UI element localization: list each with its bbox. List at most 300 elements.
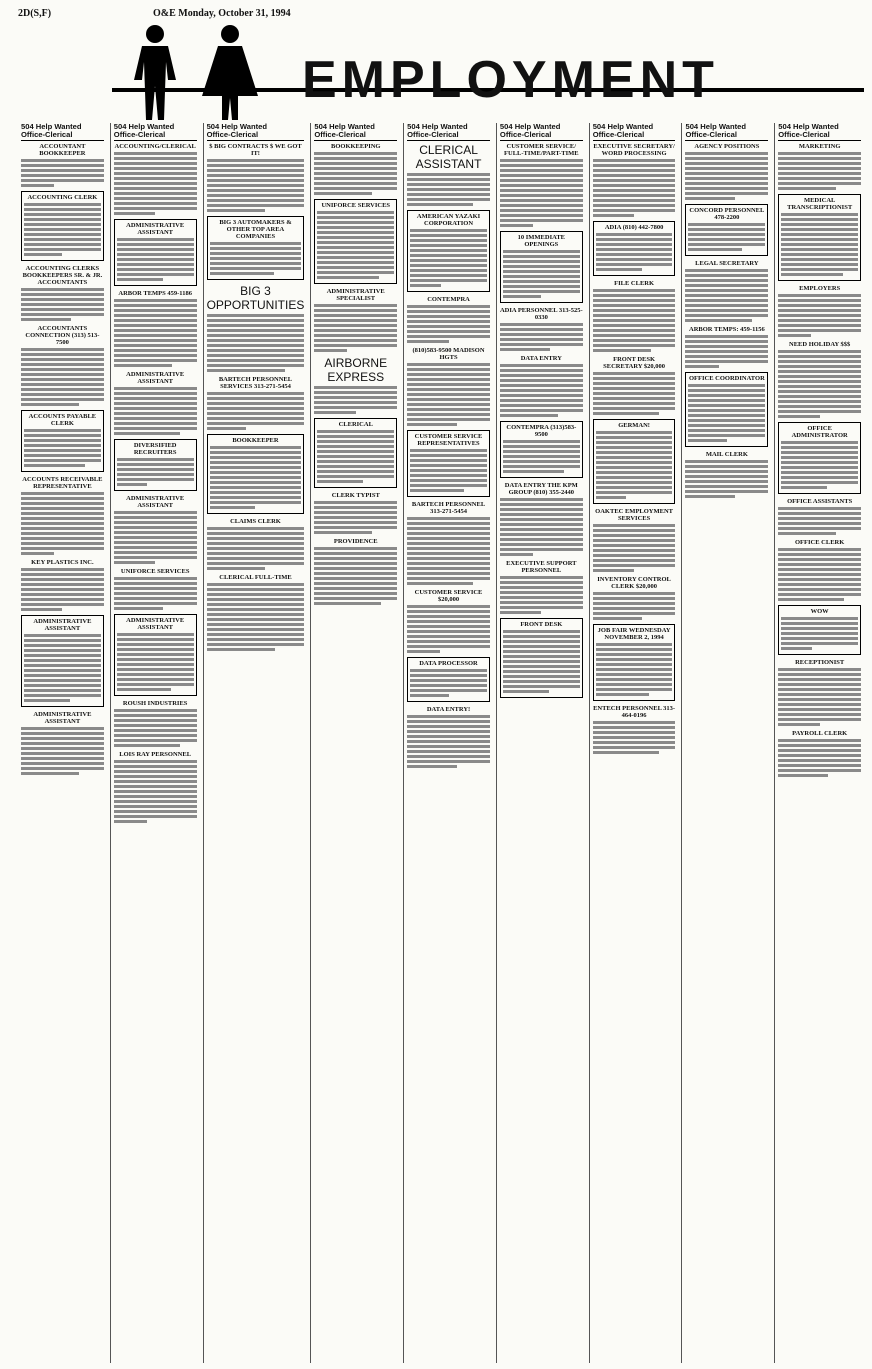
- fine-print-line: [114, 304, 197, 307]
- fine-print-line: [114, 397, 197, 400]
- fine-print-line: [410, 249, 487, 252]
- fine-print-line: [685, 172, 768, 175]
- fine-print-line: [407, 725, 490, 728]
- ad-body-text: [114, 511, 197, 564]
- fine-print-line: [503, 645, 580, 648]
- fine-print-line: [685, 192, 768, 195]
- fine-print-line: [314, 587, 397, 590]
- fine-print-line: [503, 275, 580, 278]
- classified-ad: [407, 501, 490, 585]
- fine-print-line: [407, 413, 490, 416]
- fine-print-line: [407, 567, 490, 570]
- fine-print-line: [500, 553, 533, 556]
- fine-print-line: [317, 450, 394, 453]
- fine-print-line: [207, 159, 305, 162]
- ad-body-text: [207, 159, 305, 212]
- fine-print-line: [500, 343, 583, 346]
- fine-print-line: [114, 577, 197, 580]
- classified-column: [589, 123, 679, 1363]
- fine-print-line: [114, 531, 197, 534]
- fine-print-line: [410, 259, 487, 262]
- fine-print-line: [114, 207, 197, 210]
- ad-body-text: [778, 668, 861, 726]
- fine-print-line: [503, 650, 580, 653]
- fine-print-line: [117, 473, 194, 476]
- ad-body-text: [21, 159, 104, 187]
- fine-print-line: [503, 460, 580, 463]
- section-head-line: Office-Clerical: [314, 130, 366, 139]
- ad-heading: OAKTEC EMPLOYMENT SERVICES: [595, 508, 673, 522]
- fine-print-line: [407, 750, 490, 753]
- fine-print-line: [21, 184, 54, 187]
- ad-body-text: [210, 242, 302, 275]
- section-head-line: 504 Help Wanted: [407, 122, 468, 131]
- ad-body-text: [114, 152, 197, 215]
- fine-print-line: [778, 512, 861, 515]
- fine-print-line: [596, 481, 673, 484]
- fine-print-line: [314, 547, 397, 550]
- fine-print-line: [781, 213, 858, 216]
- fine-print-line: [410, 234, 487, 237]
- classified-ad: [114, 614, 197, 696]
- fine-print-line: [593, 319, 676, 322]
- fine-print-line: [117, 638, 194, 641]
- ad-heading: CLERICAL: [338, 421, 373, 428]
- fine-print-line: [21, 532, 104, 535]
- fine-print-line: [114, 202, 197, 205]
- fine-print-line: [503, 630, 580, 633]
- ad-body-text: [593, 721, 676, 754]
- fine-print-line: [207, 643, 305, 646]
- fine-print-line: [593, 344, 676, 347]
- fine-print-line: [210, 247, 302, 250]
- fine-print-line: [117, 668, 194, 671]
- fine-print-line: [207, 638, 305, 641]
- fine-print-line: [114, 432, 180, 435]
- fine-print-line: [24, 634, 101, 637]
- fine-print-line: [593, 382, 676, 385]
- fine-print-line: [593, 164, 676, 167]
- classified-ad: [685, 372, 768, 447]
- classified-ad: [685, 260, 768, 322]
- classified-ad: [207, 143, 305, 212]
- fine-print-line: [596, 693, 650, 696]
- fine-print-line: [407, 363, 490, 366]
- classified-ad: [21, 143, 104, 187]
- column-section-head: [778, 123, 861, 141]
- fine-print-line: [114, 299, 197, 302]
- fine-print-line: [778, 329, 861, 332]
- fine-print-line: [596, 446, 673, 449]
- classified-ad: [314, 288, 397, 352]
- fine-print-line: [503, 445, 580, 448]
- section-head-line: 504 Help Wanted: [314, 122, 375, 131]
- fine-print-line: [317, 455, 394, 458]
- fine-print-line: [778, 187, 836, 190]
- ad-body-text: [314, 501, 397, 534]
- fine-print-line: [317, 241, 394, 244]
- fine-print-line: [21, 772, 79, 775]
- fine-print-line: [21, 383, 104, 386]
- classified-ad: [500, 355, 583, 417]
- fine-print-line: [21, 547, 104, 550]
- fine-print-line: [114, 309, 197, 312]
- fine-print-line: [778, 522, 861, 525]
- fine-print-line: [210, 451, 302, 454]
- fine-print-line: [503, 450, 580, 453]
- fine-print-line: [778, 360, 861, 363]
- fine-print-line: [114, 197, 197, 200]
- fine-print-line: [503, 255, 580, 258]
- fine-print-line: [21, 767, 104, 770]
- fine-print-line: [593, 314, 676, 317]
- classified-ad: [114, 219, 197, 286]
- fine-print-line: [24, 464, 85, 467]
- classified-ad: [314, 356, 397, 414]
- fine-print-line: [114, 810, 197, 813]
- fine-print-line: [407, 340, 448, 343]
- classified-ad: [314, 199, 397, 284]
- ad-body-text: [593, 592, 676, 620]
- fine-print-line: [593, 299, 676, 302]
- fine-print-line: [778, 182, 861, 185]
- ad-body-text: [410, 229, 487, 287]
- fine-print-line: [207, 369, 285, 372]
- fine-print-line: [688, 439, 726, 442]
- fine-print-line: [410, 284, 441, 287]
- fine-print-line: [781, 637, 858, 640]
- ad-heading: AIRBORNE EXPRESS: [324, 356, 388, 384]
- fine-print-line: [207, 334, 305, 337]
- fine-print-line: [685, 309, 768, 312]
- classified-column: [203, 123, 308, 1363]
- fine-print-line: [117, 263, 194, 266]
- fine-print-line: [314, 567, 397, 570]
- fine-print-line: [410, 239, 487, 242]
- fine-print-line: [781, 233, 858, 236]
- fine-print-line: [21, 573, 104, 576]
- fine-print-line: [500, 508, 583, 511]
- fine-print-line: [114, 719, 197, 722]
- section-head-line: 504 Help Wanted: [113, 122, 175, 131]
- fine-print-line: [114, 760, 197, 763]
- fine-print-line: [114, 805, 197, 808]
- fine-print-line: [317, 246, 394, 249]
- fine-print-line: [207, 412, 305, 415]
- fine-print-line: [688, 243, 765, 246]
- fine-print-line: [781, 243, 858, 246]
- classified-ad: [207, 376, 305, 430]
- fine-print-line: [685, 460, 768, 463]
- fine-print-line: [314, 391, 397, 394]
- fine-print-line: [21, 512, 104, 515]
- fine-print-line: [21, 368, 104, 371]
- fine-print-line: [21, 507, 104, 510]
- fine-print-line: [688, 223, 765, 226]
- fine-print-line: [114, 744, 180, 747]
- fine-print-line: [781, 253, 858, 256]
- fine-print-line: [207, 209, 266, 212]
- column-section-head: [207, 123, 305, 141]
- ad-body-text: [781, 441, 858, 489]
- fine-print-line: [21, 393, 104, 396]
- fine-print-line: [314, 157, 397, 160]
- fine-print-line: [21, 353, 104, 356]
- fine-print-line: [778, 673, 861, 676]
- fine-print-line: [210, 481, 302, 484]
- fine-print-line: [685, 269, 768, 272]
- ad-body-text: [207, 527, 305, 570]
- fine-print-line: [503, 640, 580, 643]
- fine-print-line: [24, 223, 101, 226]
- ad-heading: LEGAL SECRETARY: [695, 260, 759, 267]
- fine-print-line: [207, 593, 305, 596]
- classified-ad: [407, 210, 490, 292]
- fine-print-line: [207, 407, 305, 410]
- fine-print-line: [778, 415, 819, 418]
- ad-body-text: [407, 517, 490, 585]
- ad-heading: BARTECH PERSONNEL SERVICES 313-271-5454: [218, 376, 293, 390]
- fine-print-line: [21, 179, 104, 182]
- fine-print-line: [500, 414, 558, 417]
- fine-print-line: [778, 769, 861, 772]
- fine-print-line: [21, 492, 104, 495]
- ad-heading: RECEPTIONIST: [795, 659, 845, 666]
- ad-body-text: [207, 583, 305, 651]
- fine-print-line: [685, 480, 768, 483]
- fine-print-line: [114, 329, 197, 332]
- fine-print-line: [317, 276, 378, 279]
- fine-print-line: [21, 527, 104, 530]
- ad-body-text: [778, 739, 861, 777]
- fine-print-line: [21, 288, 104, 291]
- classified-ad: [500, 143, 583, 227]
- fine-print-line: [114, 521, 197, 524]
- fine-print-line: [593, 334, 676, 337]
- fine-print-line: [117, 673, 194, 676]
- running-head: O&E Monday, October 31, 1994: [153, 8, 291, 19]
- ad-heading: BARTECH PERSONNEL 313-271-5454: [411, 501, 486, 515]
- fine-print-line: [500, 219, 583, 222]
- fine-print-line: [21, 403, 79, 406]
- fine-print-line: [593, 339, 676, 342]
- fine-print-line: [210, 461, 302, 464]
- fine-print-line: [114, 157, 197, 160]
- fine-print-line: [685, 314, 768, 317]
- fine-print-line: [593, 617, 643, 620]
- fine-print-line: [596, 471, 673, 474]
- page-folio: [18, 8, 852, 22]
- section-head-line: Office-Clerical: [499, 130, 552, 139]
- ad-heading: ADMINISTRATIVE ASSISTANT: [126, 222, 185, 236]
- fine-print-line: [500, 174, 583, 177]
- fine-print-line: [596, 668, 673, 671]
- fine-print-line: [24, 429, 101, 432]
- fine-print-line: [24, 218, 101, 221]
- fine-print-line: [407, 330, 490, 333]
- fine-print-line: [314, 309, 397, 312]
- classified-ad: [21, 410, 104, 472]
- ad-heading: DIVERSIFIED RECRUITERS: [133, 442, 177, 456]
- fine-print-line: [503, 655, 580, 658]
- ad-heading: JOB FAIR WEDNESDAY NOVEMBER 2, 1994: [597, 627, 671, 641]
- fine-print-line: [114, 162, 197, 165]
- fine-print-line: [593, 372, 676, 375]
- ad-heading: CUSTOMER SERVICE REPRESENTATIVES: [414, 433, 483, 447]
- fine-print-line: [210, 506, 256, 509]
- fine-print-line: [778, 668, 861, 671]
- fine-print-line: [503, 465, 580, 468]
- fine-print-line: [114, 422, 197, 425]
- fine-print-line: [410, 474, 487, 477]
- fine-print-line: [593, 726, 676, 729]
- fine-print-line: [207, 189, 305, 192]
- fine-print-line: [21, 497, 104, 500]
- section-head-line: 504 Help Wanted: [778, 122, 839, 131]
- classified-ad: [593, 705, 676, 754]
- fine-print-line: [117, 278, 163, 281]
- ad-heading: DATA ENTRY: [520, 355, 562, 362]
- fine-print-line: [314, 187, 397, 190]
- fine-print-line: [778, 764, 861, 767]
- ad-body-text: [500, 364, 583, 417]
- fine-print-line: [778, 744, 861, 747]
- ad-heading: FRONT DESK SECRETARY $20,000: [603, 356, 666, 370]
- fine-print-line: [778, 355, 861, 358]
- fine-print-line: [593, 746, 676, 749]
- ad-body-text: [314, 386, 397, 414]
- classified-ad: [407, 589, 490, 653]
- fine-print-line: [778, 718, 861, 721]
- fine-print-line: [593, 407, 676, 410]
- fine-print-line: [317, 271, 394, 274]
- ad-body-text: [778, 507, 861, 535]
- fine-print-line: [407, 650, 440, 653]
- fine-print-line: [317, 236, 394, 239]
- fine-print-line: [114, 526, 197, 529]
- fine-print-line: [21, 318, 71, 321]
- ad-body-text: [500, 576, 583, 614]
- fine-print-line: [21, 522, 104, 525]
- fine-print-line: [314, 304, 397, 307]
- fine-print-line: [500, 348, 550, 351]
- fine-print-line: [207, 359, 305, 362]
- fine-print-line: [778, 314, 861, 317]
- fine-print-line: [207, 427, 246, 430]
- ad-body-text: [503, 250, 580, 298]
- fine-print-line: [778, 385, 861, 388]
- fine-print-line: [407, 335, 490, 338]
- fine-print-line: [593, 612, 676, 615]
- fine-print-line: [685, 304, 768, 307]
- ad-body-text: [593, 372, 676, 415]
- fine-print-line: [596, 496, 627, 499]
- fine-print-line: [503, 440, 580, 443]
- fine-print-line: [407, 517, 490, 520]
- fine-print-line: [407, 378, 490, 381]
- ad-heading: ADMINISTRATIVE ASSISTANT: [33, 711, 92, 725]
- fine-print-line: [410, 464, 487, 467]
- classified-ad: [685, 143, 768, 200]
- fine-print-line: [500, 209, 583, 212]
- fine-print-line: [314, 516, 397, 519]
- fine-print-line: [593, 209, 676, 212]
- fine-print-line: [407, 315, 490, 318]
- fine-print-line: [593, 199, 676, 202]
- fine-print-line: [685, 350, 768, 353]
- fine-print-line: [500, 518, 583, 521]
- classified-ad: [21, 325, 104, 406]
- ad-body-text: [24, 429, 101, 467]
- fine-print-line: [500, 409, 583, 412]
- fine-print-line: [21, 608, 62, 611]
- section-head-line: Office-Clerical: [592, 130, 645, 139]
- fine-print-line: [778, 583, 861, 586]
- fine-print-line: [317, 430, 394, 433]
- fine-print-line: [117, 643, 194, 646]
- fine-print-line: [685, 162, 768, 165]
- fine-print-line: [21, 363, 104, 366]
- ad-body-text: [596, 431, 673, 499]
- fine-print-line: [314, 531, 372, 534]
- classified-ad: [685, 326, 768, 368]
- classified-ad: [500, 560, 583, 614]
- ad-heading: $ BIG CONTRACTS $ WE GOT IT!: [209, 143, 302, 157]
- fine-print-line: [207, 314, 305, 317]
- ad-heading: AGENCY POSITIONS: [694, 143, 760, 150]
- ad-body-text: [117, 238, 194, 281]
- fine-print-line: [24, 248, 101, 251]
- classified-ad: [314, 538, 397, 605]
- fine-print-line: [407, 178, 490, 181]
- ad-body-text: [207, 314, 305, 372]
- ad-heading: CUSTOMER SERVICE $20,000: [414, 589, 483, 603]
- fine-print-line: [317, 460, 394, 463]
- fine-print-line: [410, 269, 487, 272]
- fine-print-line: [207, 392, 305, 395]
- section-head-line: 504 Help Wanted: [499, 122, 561, 131]
- ad-heading: CONTEMPRA: [427, 296, 470, 303]
- fine-print-line: [317, 231, 394, 234]
- fine-print-line: [593, 179, 676, 182]
- classified-ad: [314, 143, 397, 195]
- fine-print-line: [407, 305, 490, 308]
- fine-print-line: [410, 469, 487, 472]
- ad-heading: NEED HOLIDAY $$$: [789, 341, 851, 348]
- fine-print-line: [685, 345, 768, 348]
- fine-print-line: [685, 470, 768, 473]
- fine-print-line: [407, 193, 490, 196]
- fine-print-line: [593, 309, 676, 312]
- classified-ad: [778, 659, 861, 726]
- ad-body-text: [685, 269, 768, 322]
- classified-ad: [114, 371, 197, 435]
- fine-print-line: [503, 470, 564, 473]
- fine-print-line: [778, 739, 861, 742]
- fine-print-line: [596, 643, 673, 646]
- fine-print-line: [596, 263, 673, 266]
- fine-print-line: [407, 547, 490, 550]
- fine-print-line: [781, 627, 858, 630]
- ad-heading: DATA PROCESSOR: [419, 660, 478, 667]
- fine-print-line: [503, 295, 541, 298]
- fine-print-line: [407, 577, 490, 580]
- fine-print-line: [117, 243, 194, 246]
- ad-body-text: [778, 350, 861, 418]
- section-head-line: 504 Help Wanted: [21, 122, 82, 131]
- fine-print-line: [207, 537, 305, 540]
- fine-print-line: [407, 630, 490, 633]
